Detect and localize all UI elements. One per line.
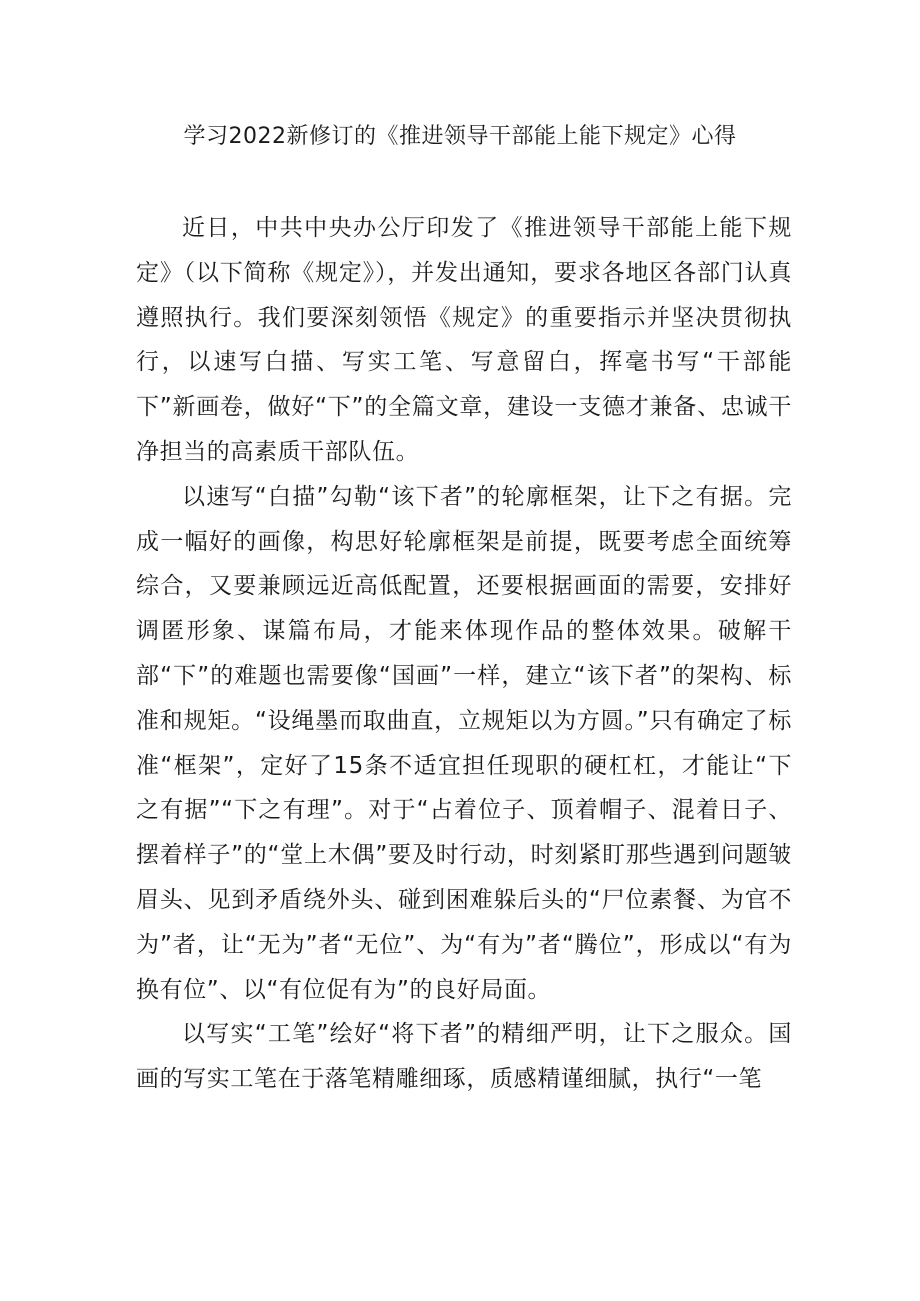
document-body — [136, 206, 792, 1102]
paragraph-sketch-outline: 以速写“白描”勾勒“该下者”的轮廓框架，让下之有据。完成一幅好的画像，构思好轮廓框架是前提，既要考虑全面统筹综合，又要兼顾远近高低配置，还要根据画面的需要，安排好调匿形象、谋篇布局，才能来体现作品的整体效果。破解干部“下”的难题也需要像“国画”一样，建立“该下者”的架构、标准和规矩。“设绳墨而取曲直，立规矩以为方圆。”只有确定了标准“框架”，定好了15条不适宜担任现职的硬杠杠，才能让“下之有据”“下之有理”。对于“占着位子、顶着帽子、混着日子、摆着样子”的“堂上木偶”要及时行动，时刻紧盯那些遇到问题皱眉头、见到矛盾绕外头、碰到困难躲后头的“尸位素餐、为官不为”者，让“无为”者“无位”、为“有为”者“腾位”，形成以“有为换有位”、以“有位促有为”的良好局面。 — [136, 483, 792, 1003]
document-title: 学习2022新修订的《推进领导干部能上能下规定》心得 — [183, 124, 737, 149]
paragraph-intro: 近日，中共中央办公厅印发了《推进领导干部能上能下规定》（以下简称《规定》），并发出通知，要求各地区各部门认真遵照执行。我们要深刻领悟《规定》的重要指示并坚决贯彻执行，以速写白描、写实工笔、写意留白，挥毫书写“干部能下”新画卷，做好“下”的全篇文章，建设一支德才兼备、忠诚干净担当的高素质干部队伍。 — [136, 215, 792, 465]
paragraph-realistic-brush: 以写实“工笔”绘好“将下者”的精细严明，让下之服众。国画的写实工笔在于落笔精雕细琢，质感精谨细腻，执行“一笔 — [136, 1021, 792, 1093]
